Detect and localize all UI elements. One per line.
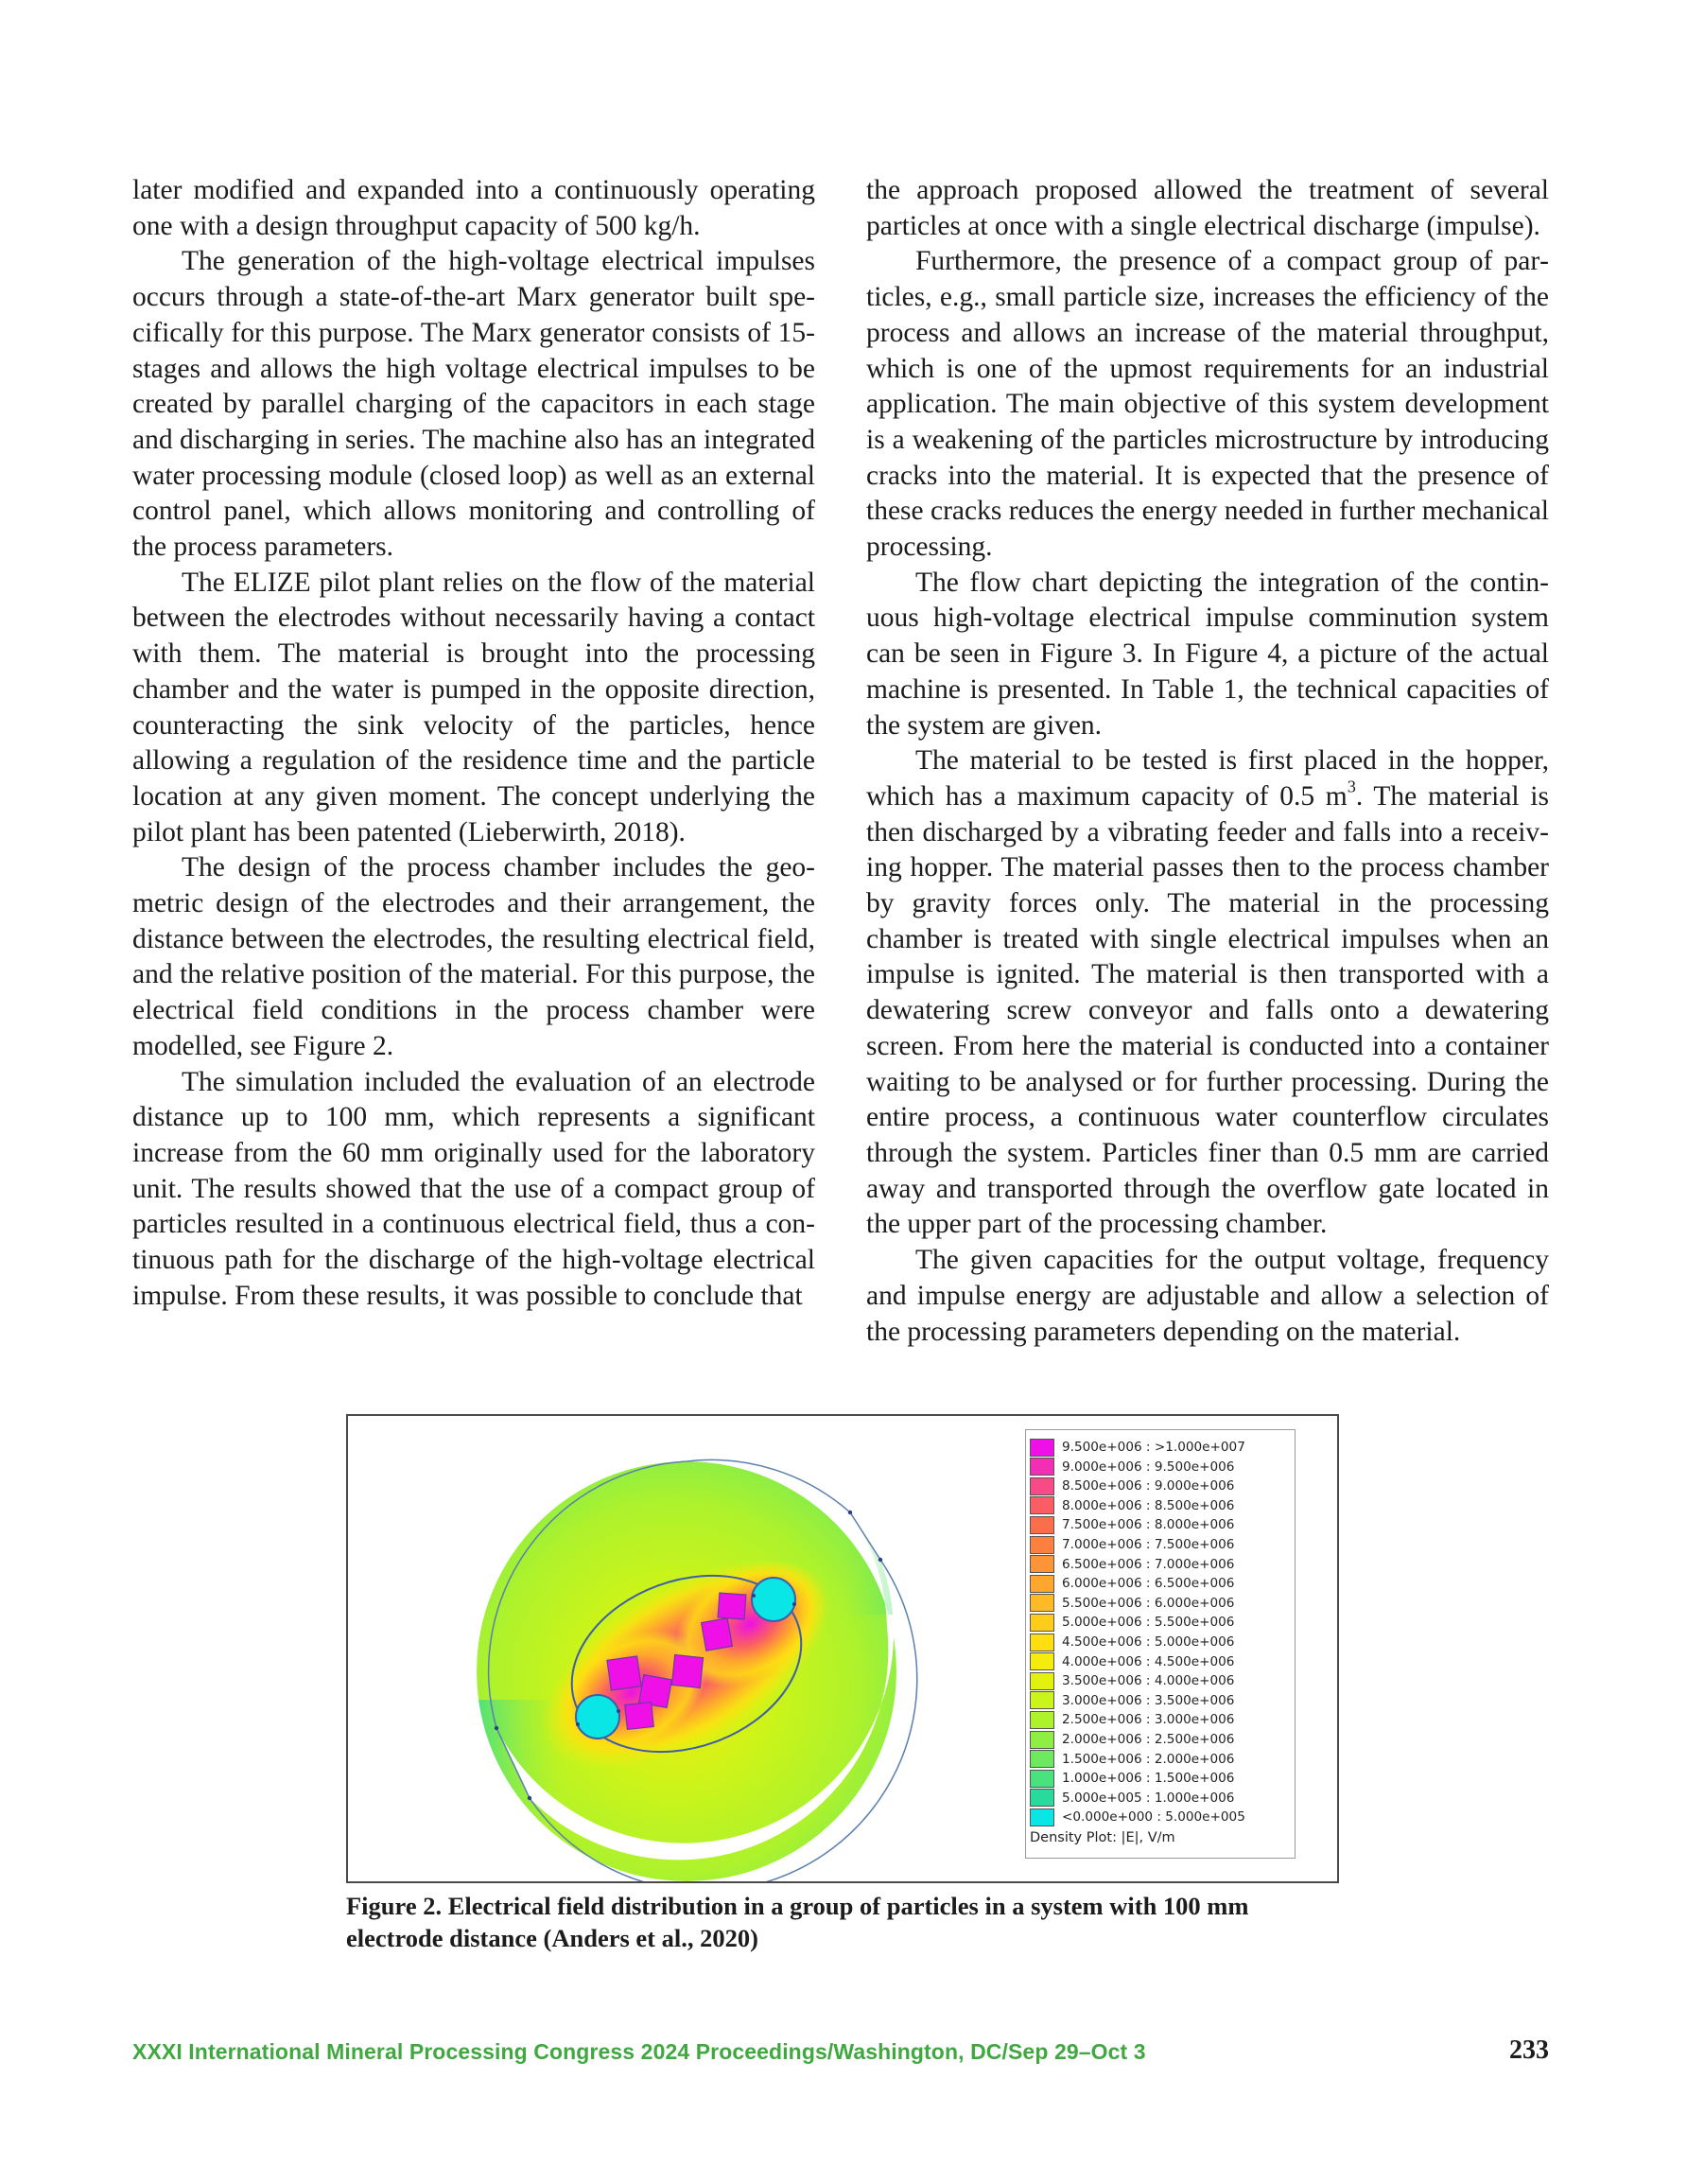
legend-swatch (1030, 1672, 1054, 1690)
legend-label: <0.000e+000 : 5.000e+005 (1062, 1809, 1245, 1826)
legend-swatch (1030, 1652, 1054, 1670)
legend-label: 7.500e+006 : 8.000e+006 (1062, 1517, 1235, 1533)
legend-swatch (1030, 1770, 1054, 1788)
legend-swatch (1030, 1516, 1054, 1534)
particle (702, 1618, 733, 1651)
legend-label: 3.500e+006 : 4.000e+006 (1062, 1673, 1235, 1689)
legend-row (1030, 1613, 1234, 1632)
legend-label: 6.000e+006 : 6.500e+006 (1062, 1576, 1235, 1592)
legend-swatch (1030, 1477, 1054, 1495)
superscript-3: 3 (1347, 777, 1356, 796)
right-paragraph-4-end: . The material is then discharged by a vibrating feeder and falls into a receiving hopper. The material passes then to the process chamber by gravity forces only. The material in the processing chamber is treated with single electrical impulses when an impulse is ignited. The material is then transported with a dewatering screw conveyor and falls onto a dewatering screen. From here the material is conducted into a container waiting to be analysed or for further processing. During the entire process, a continuous water counterflow circulates through the system. Particles finer than 0.5 mm are carried away and transported through the overflow gate located in the upper part of the processing chamber. (866, 780, 1549, 1240)
right-column (866, 173, 1549, 1350)
legend-row (1030, 1535, 1234, 1554)
left-paragraph-4: The design of the process chamber includes the geometric design of the electrodes and their arrangement, the distance between the electrodes, the resulting electrical field, and the relative position of the material. For this purpose, the electrical field conditions in the process chamber were modelled, see Figure 2. (132, 852, 815, 1061)
legend-row (1030, 1769, 1234, 1788)
right-paragraph-3: The flow chart depicting the integration of the continuous high-voltage electrical impulse comminution system can be seen in Figure 3. In Figure 4, a picture of the actual machine is presented. In Table 1, the technical capacities of the system are given. (866, 567, 1549, 741)
legend-label: 5.500e+006 : 6.000e+006 (1062, 1595, 1235, 1611)
legend-swatch (1030, 1634, 1054, 1651)
particle (671, 1655, 703, 1688)
legend-swatch (1030, 1496, 1054, 1514)
legend-row (1030, 1789, 1234, 1808)
legend-row (1030, 1496, 1234, 1515)
right-paragraph-1: the approach proposed allowed the treatment of several particles at once with a single electrical discharge (impulse). (866, 175, 1549, 241)
legend-row (1030, 1671, 1234, 1690)
legend-label: 4.000e+006 : 4.500e+006 (1062, 1653, 1235, 1669)
legend-row (1030, 1750, 1234, 1769)
legend-swatch (1030, 1594, 1054, 1612)
legend-label: 1.000e+006 : 1.500e+006 (1062, 1771, 1235, 1787)
legend-row (1030, 1710, 1234, 1729)
legend (1025, 1429, 1296, 1859)
footer-conference-text: XXXI International Mineral Processing Congress 2024 Proceedings/Washington, DC/Sep 29–Oct 3 (132, 2039, 1146, 2064)
legend-title: Density Plot: |E|, V/m (1030, 1830, 1175, 1845)
page-number: 233 (1509, 2035, 1549, 2065)
legend-swatch (1030, 1458, 1054, 1476)
legend-swatch (1030, 1614, 1054, 1632)
left-paragraph-3: The ELIZE pilot plant relies on the flow of the material between the electrodes without necessarily having a contact with them. The material is brought into the processing chamber and the water is pumped in the opposite direction, counteracting the sink velocity of the particles, hence allowing a regulation of the residence time and the particle location at any given moment. The concept underlying the pilot plant has been patented (Lieberwirth, 2018). (132, 567, 815, 847)
legend-label: 1.500e+006 : 2.000e+006 (1062, 1751, 1235, 1767)
legend-swatch (1030, 1808, 1054, 1826)
legend-label: 8.000e+006 : 8.500e+006 (1062, 1497, 1235, 1513)
right-paragraph-2: Furthermore, the presence of a compact group of particles, e.g., small particle size, increases the efficiency of the process and allows an increase of the material throughput, which is one of the upmost requirements for an industrial application. The main objective of this system development is a weakening of the particles microstructure by introducing cracks into the material. It is expected that the presence of these cracks reduces the energy needed in further mechanical processing. (866, 246, 1549, 563)
legend-label: 7.000e+006 : 7.500e+006 (1062, 1537, 1235, 1552)
particle (625, 1703, 654, 1730)
left-column (132, 173, 815, 1315)
legend-row (1030, 1476, 1234, 1495)
legend-swatch (1030, 1555, 1054, 1573)
legend-swatch (1030, 1711, 1054, 1729)
legend-swatch (1030, 1439, 1054, 1457)
legend-swatch (1030, 1691, 1054, 1709)
legend-swatch (1030, 1750, 1054, 1768)
legend-swatch (1030, 1731, 1054, 1749)
legend-swatch (1030, 1789, 1054, 1807)
legend-swatch (1030, 1536, 1054, 1554)
legend-label: 2.500e+006 : 3.000e+006 (1062, 1712, 1235, 1728)
legend-label: 2.000e+006 : 2.500e+006 (1062, 1732, 1235, 1747)
legend-label: 8.500e+006 : 9.000e+006 (1062, 1478, 1235, 1494)
legend-row (1030, 1574, 1234, 1593)
right-paragraph-4 (866, 743, 1549, 1243)
electrode-right (752, 1578, 795, 1621)
legend-label: 5.000e+006 : 5.500e+006 (1062, 1615, 1235, 1631)
legend-row (1030, 1458, 1234, 1476)
legend-label: 9.000e+006 : 9.500e+006 (1062, 1459, 1235, 1475)
particle (607, 1656, 641, 1690)
legend-label: 3.000e+006 : 3.500e+006 (1062, 1692, 1235, 1708)
legend-label: 5.000e+005 : 1.000e+006 (1062, 1790, 1235, 1806)
right-paragraph-4-start: The material to be tested is first placed in the hopper, which has a maximum capacity of 0.5 m (866, 745, 1549, 812)
page-footer (132, 2034, 1549, 2071)
right-paragraph-5: The given capacities for the output voltage, frequency and impulse energy are adjustable and allow a selection of the processing parameters depending on the material. (866, 1245, 1549, 1347)
legend-row (1030, 1438, 1245, 1457)
particle (718, 1593, 746, 1619)
legend-row (1030, 1555, 1234, 1574)
left-paragraph-1: later modified and expanded into a continuously operating one with a design throughput capacity of 500 kg/h. (132, 175, 815, 241)
figure-2 (346, 1414, 1339, 1883)
left-paragraph-2: The generation of the high-voltage electrical impulses occurs through a state-of-the-art Marx generator built specifically for this purpose. The Marx generator consists of 15-stages and allows the high voltage electrical impulses to be created by parallel charging of the capacitors in each stage and discharging in series. The machine also has an integrated water processing module (closed loop) as well as an external control panel, which allows monitoring and controlling of the process parameters. (132, 246, 815, 563)
legend-label: 4.500e+006 : 5.000e+006 (1062, 1634, 1235, 1650)
figure-caption: Figure 2. Electrical field distribution in a group of particles in a system with 100 mm electrode distance (Anders et al., 2020) (346, 1892, 1249, 1952)
electrode-left (576, 1695, 619, 1738)
legend-row (1030, 1594, 1234, 1613)
legend-label: 9.500e+006 : >1.000e+007 (1062, 1440, 1245, 1455)
legend-row (1030, 1515, 1234, 1534)
legend-row (1030, 1652, 1234, 1671)
legend-swatch (1030, 1575, 1054, 1593)
legend-row (1030, 1808, 1245, 1826)
legend-row (1030, 1633, 1234, 1651)
legend-row (1030, 1691, 1234, 1710)
legend-label: 6.500e+006 : 7.000e+006 (1062, 1556, 1235, 1572)
legend-row (1030, 1730, 1234, 1749)
left-paragraph-5: The simulation included the evaluation of an electrode distance up to 100 mm, which represents a significant increase from the 60 mm originally used for the laboratory unit. The results showed that the use of a compact group of particles resulted in a continuous electrical field, thus a continuous path for the discharge of the high-voltage electrical impulse. From these results, it was possible to conclude that (132, 1066, 815, 1311)
